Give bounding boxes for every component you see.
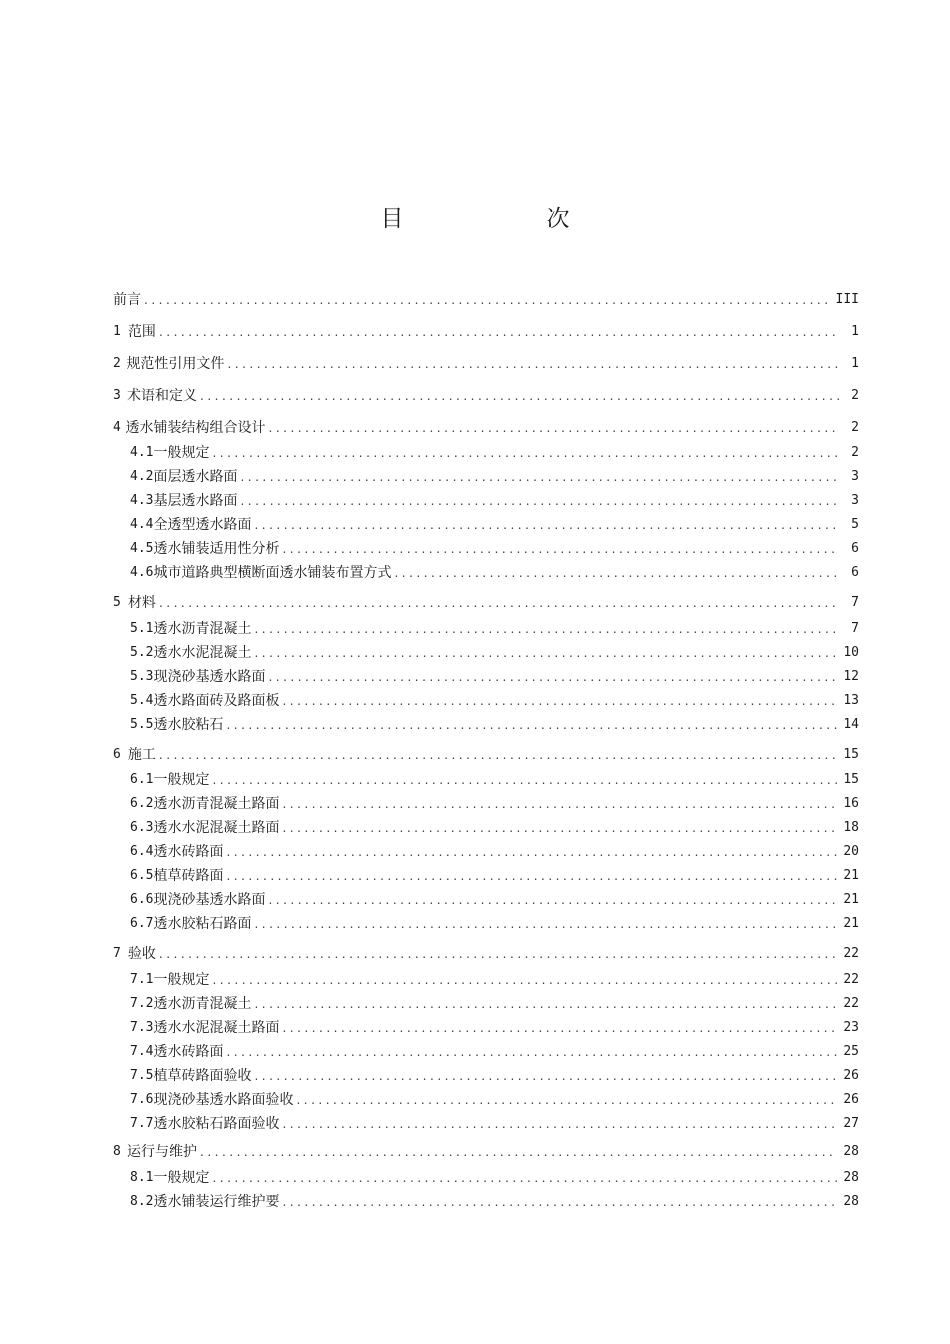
toc-dot-leader (240, 491, 839, 511)
toc-entry-title: 透水胶粘石路面 (153, 916, 252, 932)
toc-entry[interactable] (113, 1114, 859, 1134)
toc-dot-leader (226, 866, 837, 886)
toc-dot-leader (159, 322, 839, 342)
toc-dot-leader (159, 745, 837, 765)
toc-entry-number: 4.3 (130, 493, 154, 508)
toc-entry-page-number: 21 (843, 892, 859, 907)
toc-entry-page-number: 1 (851, 324, 859, 339)
toc-entry-number: 1 (113, 324, 121, 339)
toc-entry-page-number: 28 (843, 1194, 859, 1209)
toc-entry-number: 6.2 (130, 796, 154, 811)
toc-entry-title: 植草砖路面 (153, 868, 224, 884)
toc-entry-page-number: 5 (851, 517, 859, 532)
toc-entry-title: 透水砖路面 (153, 1044, 224, 1060)
toc-entry[interactable] (113, 994, 859, 1014)
toc-entry-page-number: 26 (843, 1068, 859, 1083)
toc-entry-number: 7.7 (130, 1116, 154, 1131)
toc-dot-leader (226, 1042, 837, 1062)
toc-dot-leader (282, 794, 837, 814)
toc-entry-title: 现浇砂基透水路面 (153, 669, 266, 685)
toc-dot-leader (282, 818, 837, 838)
toc-entry-number: 6.4 (130, 844, 154, 859)
toc-entry[interactable] (113, 715, 859, 735)
toc-entry-page-number: 20 (843, 844, 859, 859)
toc-dot-leader (226, 842, 837, 862)
toc-entry-number: 6 (113, 747, 121, 762)
toc-entry[interactable] (113, 491, 859, 511)
toc-dot-leader (212, 770, 837, 790)
toc-entry[interactable] (113, 667, 859, 687)
toc-entry-page-number: 28 (843, 1170, 859, 1185)
toc-dot-leader (212, 1168, 837, 1188)
toc-entry[interactable] (113, 619, 859, 639)
toc-entry-title: 一般规定 (153, 772, 210, 788)
toc-entry-title: 透水砖路面 (153, 844, 224, 860)
toc-entry-page-number: 3 (851, 493, 859, 508)
toc-entry-page-number: 27 (843, 1116, 859, 1131)
toc-entry-page-number: 6 (851, 541, 859, 556)
toc-entry-number: 4.4 (130, 517, 154, 532)
toc-entry-number: 7.2 (130, 996, 154, 1011)
toc-entry[interactable] (113, 1042, 859, 1062)
toc-entry-page-number: 21 (843, 916, 859, 931)
toc-entry[interactable] (113, 386, 859, 406)
toc-dot-leader (282, 1018, 837, 1038)
toc-entry[interactable] (113, 593, 859, 613)
toc-entry-page-number: 12 (843, 669, 859, 684)
toc-dot-leader (254, 643, 837, 663)
toc-dot-leader (227, 354, 839, 374)
toc-entry-number: 5 (113, 595, 121, 610)
toc-entry-number: 7.5 (130, 1068, 154, 1083)
toc-entry[interactable] (113, 467, 859, 487)
toc-entry-number: 4.6 (130, 565, 154, 580)
toc-entry[interactable] (113, 1066, 859, 1086)
toc-entry-title: 术语和定义 (127, 388, 198, 404)
toc-entry-number: 7 (113, 946, 121, 961)
toc-dot-leader (282, 539, 839, 559)
toc-entry[interactable] (113, 842, 859, 862)
toc-entry-title: 现浇砂基透水路面验收 (153, 1092, 294, 1108)
toc-dot-leader (282, 1192, 837, 1212)
toc-entry-title: 规范性引用文件 (126, 356, 225, 372)
toc-dot-leader (226, 715, 837, 735)
toc-entry-page-number: 2 (851, 445, 859, 460)
toc-entry[interactable] (113, 970, 859, 990)
toc-entry-page-number: 6 (851, 565, 859, 580)
toc-dot-leader (254, 515, 839, 535)
toc-entry-title: 透水铺装适用性分析 (153, 541, 280, 557)
toc-entry-title: 面层透水路面 (153, 469, 238, 485)
toc-entry-number: 5.3 (130, 669, 154, 684)
toc-entry[interactable] (113, 818, 859, 838)
toc-dot-leader (200, 386, 839, 406)
toc-entry-page-number: 25 (843, 1044, 859, 1059)
toc-entry-title: 一般规定 (153, 972, 210, 988)
toc-entry[interactable] (113, 290, 859, 310)
toc-entry-title: 透水水泥混凝土路面 (153, 820, 280, 836)
toc-entry-page-number: 10 (843, 645, 859, 660)
toc-entry-number: 5.5 (130, 717, 154, 732)
toc-entry-number: 8.1 (130, 1170, 154, 1185)
toc-entry[interactable] (113, 691, 859, 711)
toc-entry-page-number: 2 (851, 388, 859, 403)
toc-entry-page-number: 18 (843, 820, 859, 835)
toc-entry-number: 6.7 (130, 916, 154, 931)
toc-dot-leader (268, 667, 837, 687)
toc-entry-page-number: 2 (851, 420, 859, 435)
toc-entry-title: 一般规定 (153, 445, 210, 461)
toc-dot-leader (254, 994, 837, 1014)
toc-entry-page-number: 23 (843, 1020, 859, 1035)
toc-entry-title: 透水铺装结构组合设计 (125, 420, 266, 436)
toc-entry-number: 3 (113, 388, 121, 403)
toc-entry-title: 现浇砂基透水路面 (153, 892, 266, 908)
toc-entry-title: 城市道路典型横断面透水铺装布置方式 (153, 565, 392, 581)
toc-entry-title: 透水沥青混凝土路面 (153, 796, 280, 812)
toc-entry-page-number: 3 (851, 469, 859, 484)
toc-entry-page-number: 22 (843, 972, 859, 987)
toc-entry-page-number: 13 (843, 693, 859, 708)
toc-entry-title: 透水沥青混凝土 (153, 996, 252, 1012)
toc-dot-leader (296, 1090, 837, 1110)
toc-entry-page-number: 26 (843, 1092, 859, 1107)
toc-entry-number: 2 (113, 356, 121, 371)
toc-entry-number: 7.6 (130, 1092, 154, 1107)
toc-entry-number: 6.1 (130, 772, 154, 787)
toc-entry[interactable] (113, 914, 859, 934)
toc-entry-number: 4 (113, 420, 121, 435)
toc-entry-number: 7.4 (130, 1044, 154, 1059)
toc-entry-title: 透水胶粘石路面验收 (153, 1116, 280, 1132)
toc-entry[interactable] (113, 1018, 859, 1038)
toc-entry-page-number: 1 (851, 356, 859, 371)
toc-entry[interactable] (113, 1142, 859, 1162)
toc-entry-title: 透水水泥混凝土路面 (153, 1020, 280, 1036)
toc-entry-number: 4.5 (130, 541, 154, 556)
toc-entry[interactable] (113, 1192, 859, 1212)
toc-dot-leader (254, 1066, 837, 1086)
toc-entry[interactable] (113, 563, 859, 583)
toc-entry-title: 透水铺装运行维护要 (153, 1194, 280, 1210)
toc-entry-number: 6.3 (130, 820, 154, 835)
toc-entry-page-number: 14 (843, 717, 859, 732)
toc-entry-number: 8.2 (130, 1194, 154, 1209)
toc-entry[interactable] (113, 539, 859, 559)
toc-entry[interactable] (113, 322, 859, 342)
toc-entry[interactable] (113, 944, 859, 964)
toc-entry-title: 基层透水路面 (153, 493, 238, 509)
toc-entry-title: 施工 (127, 747, 156, 763)
toc-entry-title: 范围 (127, 324, 156, 340)
toc-entry-page-number: 15 (843, 772, 859, 787)
toc-entry-title: 透水路面砖及路面板 (153, 693, 280, 709)
toc-entry-page-number: 28 (843, 1144, 859, 1159)
toc-dot-leader (269, 418, 839, 438)
toc-entry-title: 运行与维护 (127, 1144, 197, 1160)
toc-entry-page-number: 16 (843, 796, 859, 811)
toc-entry-title: 植草砖路面验收 (153, 1068, 252, 1084)
toc-entry-page-number: III (835, 292, 859, 307)
toc-dot-leader (200, 1142, 837, 1162)
toc-dot-leader (159, 593, 839, 613)
toc-entry-number: 7.3 (130, 1020, 154, 1035)
toc-entry-page-number: 7 (851, 621, 859, 636)
toc-dot-leader (282, 1114, 837, 1134)
toc-entry[interactable] (113, 354, 859, 374)
toc-entry[interactable] (113, 866, 859, 886)
toc-entry-title: 全透型透水路面 (153, 517, 252, 533)
toc-entry-number: 5.4 (130, 693, 154, 708)
toc-entry[interactable] (113, 770, 859, 790)
toc-entry-number: 4.2 (130, 469, 154, 484)
toc-entry[interactable] (113, 418, 859, 438)
toc-entry-number: 7.1 (130, 972, 154, 987)
toc-entry[interactable] (113, 1168, 859, 1188)
toc-dot-leader (254, 914, 837, 934)
toc-entry[interactable] (113, 443, 859, 463)
toc-dot-leader (212, 443, 839, 463)
toc-dot-leader (282, 691, 837, 711)
toc-entry-title: 透水沥青混凝土 (153, 621, 252, 637)
toc-dot-leader (212, 970, 837, 990)
toc-entry[interactable] (113, 1090, 859, 1110)
toc-entry-title: 一般规定 (153, 1170, 210, 1186)
toc-dot-leader (254, 619, 839, 639)
toc-entry-page-number: 22 (843, 996, 859, 1011)
page-title: 目 次 (380, 206, 630, 232)
toc-entry-number: 6.5 (130, 868, 154, 883)
toc-entry-number: 4.1 (130, 445, 154, 460)
toc-entry-title: 前言 (113, 292, 141, 308)
toc-entry[interactable] (113, 745, 859, 765)
toc-entry-page-number: 7 (851, 595, 859, 610)
toc-entry-title: 透水水泥混凝土 (153, 645, 252, 661)
toc-dot-leader (394, 563, 839, 583)
toc-entry[interactable] (113, 643, 859, 663)
toc-entry[interactable] (113, 515, 859, 535)
toc-dot-leader (144, 290, 830, 310)
toc-entry[interactable] (113, 890, 859, 910)
toc-dot-leader (159, 944, 837, 964)
toc-entry-number: 5.2 (130, 645, 154, 660)
toc-entry-title: 材料 (127, 595, 156, 611)
toc-entry-page-number: 15 (843, 747, 859, 762)
toc-entry-title: 透水胶粘石 (153, 717, 224, 733)
toc-dot-leader (240, 467, 839, 487)
toc-entry[interactable] (113, 794, 859, 814)
toc-entry-page-number: 21 (843, 868, 859, 883)
toc-entry-title: 验收 (127, 946, 156, 962)
toc-entry-number: 5.1 (130, 621, 154, 636)
toc-dot-leader (268, 890, 837, 910)
toc-entry-number: 6.6 (130, 892, 154, 907)
toc-entry-number: 8 (113, 1144, 121, 1159)
toc-entry-page-number: 22 (843, 946, 859, 961)
